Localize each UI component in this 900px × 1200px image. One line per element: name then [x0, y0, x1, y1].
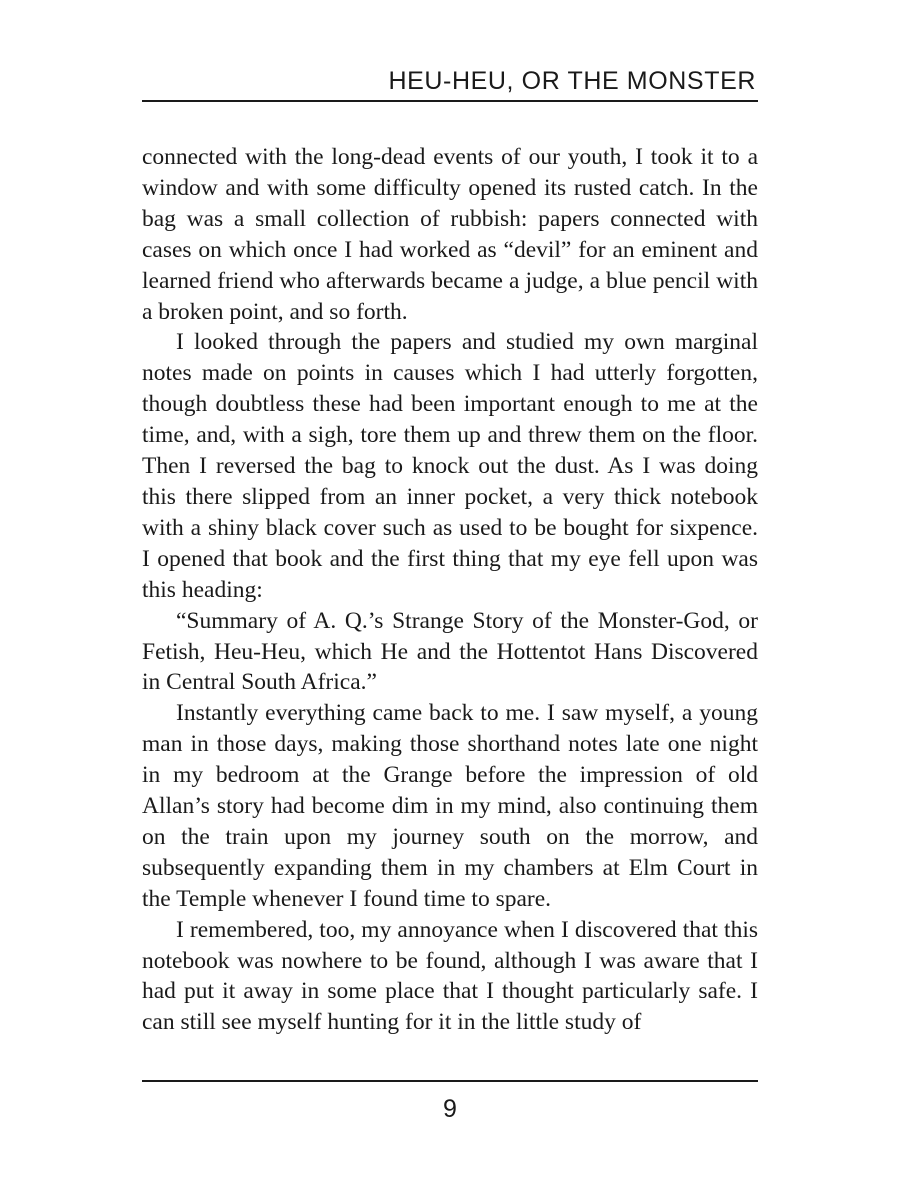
- paragraph: I looked through the papers and studied my own marginal notes made on points in causes which I had utterly forgotten, though doubtless these had been important enough to me at the time, and, with a sigh, tore them up and threw them on the floor. Then I reversed the bag to knock out the dust. As I was doing this there slipped from an inner pocket, a very thick notebook with a shiny black cover such as used to be bought for sixpence. I opened that book and the first thing that my eye fell upon was this heading:: [142, 329, 758, 603]
- paragraph: Instantly everything came back to me. I saw myself, a young man in those days, making those shorthand notes late one night in my bedroom at the Grange before the impression of old Allan’s story had become dim in my mind, also continuing them on the train upon my journey south on the morrow, and subsequently expanding them in my chambers at Elm Court in the Temple whenever I found time to spare.: [142, 700, 758, 912]
- page-number: 9: [443, 1095, 457, 1123]
- body-text: [142, 142, 758, 1038]
- running-head-title: HEU-HEU, OR THE MONSTER: [142, 62, 758, 102]
- footer-rule: [142, 1080, 758, 1082]
- paragraph: connected with the long-dead events of our youth, I took it to a window and with some difficulty opened its rusted catch. In the bag was a small collection of rubbish: papers connected with cases on which once I had worked as “devil” for an eminent and learned friend who afterwards became a judge, a blue pencil with a broken point, and so forth.: [142, 144, 758, 325]
- paragraph: I remembered, too, my annoyance when I discovered that this notebook was nowhere to be found, although I was aware that I had put it away in some place that I thought particularly safe. I can still see myself hunting for it in the little study of: [142, 916, 758, 1036]
- book-page: [142, 62, 758, 1142]
- paragraph: “Summary of A. Q.’s Strange Story of the Monster-God, or Fetish, Heu-Heu, which He and the Hottentot Hans Discovered in Central South Africa.”: [142, 607, 758, 696]
